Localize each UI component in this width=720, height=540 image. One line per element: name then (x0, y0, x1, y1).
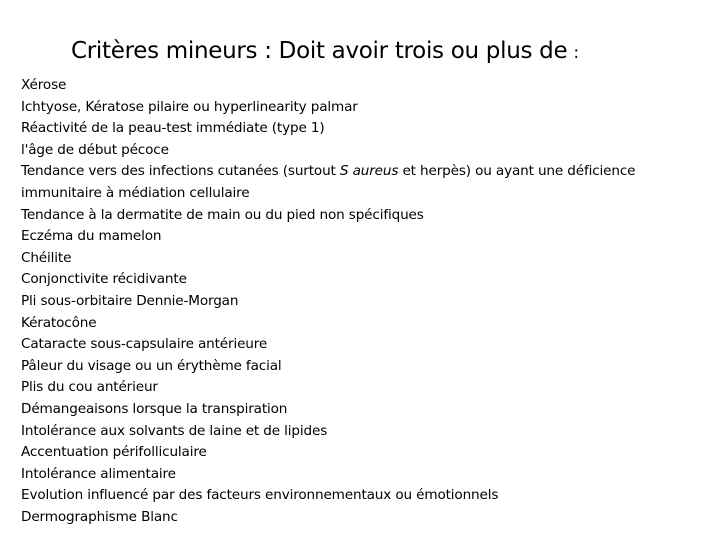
criteria-item: Plis du cou antérieur (21, 379, 158, 396)
criteria-item: Intolérance aux solvants de laine et de lipides (21, 422, 328, 439)
slide-title (71, 38, 579, 64)
criteria-item: Conjonctivite récidivante (21, 271, 187, 288)
criteria-item: Accentuation périfolliculaire (21, 444, 207, 461)
criteria-list (21, 75, 711, 528)
slide-title-colon: : (573, 43, 579, 63)
criteria-item: Kératocône (21, 314, 97, 331)
criteria-item: Cataracte sous-capsulaire antérieure (21, 336, 268, 353)
criteria-item: Evolution influencé par des facteurs environnementaux ou émotionnels (21, 487, 499, 504)
criteria-item: Réactivité de la peau-test immédiate (type 1) (21, 120, 325, 137)
criteria-item-text-before: Tendance vers des infections cutanées (surtout (21, 163, 340, 180)
criteria-item: Ichtyose, Kératose pilaire ou hyperlinearity palmar (21, 98, 358, 115)
criteria-item (21, 161, 711, 204)
criteria-item: Chéilite (21, 249, 72, 266)
slide-title-text: Critères mineurs : Doit avoir trois ou plus de (71, 38, 568, 64)
criteria-item: Pâleur du visage ou un érythème facial (21, 357, 282, 374)
criteria-item: Pli sous-orbitaire Dennie-Morgan (21, 292, 239, 309)
criteria-item-italic: S aureus (339, 163, 399, 180)
criteria-item: Eczéma du mamelon (21, 228, 162, 245)
criteria-item: Intolérance alimentaire (21, 465, 176, 482)
criteria-item: Xérose (21, 77, 67, 93)
criteria-item: Démangeaisons lorsque la transpiration (21, 400, 288, 417)
criteria-item: l'âge de début pécoce (21, 141, 169, 158)
criteria-item: Dermographisme Blanc (21, 508, 178, 525)
criteria-item: Tendance à la dermatite de main ou du pied non spécifiques (21, 206, 424, 223)
criteria-item-text-after: et herpès) ou ayant une déficience immunitaire à médiation cellulaire (21, 163, 636, 201)
